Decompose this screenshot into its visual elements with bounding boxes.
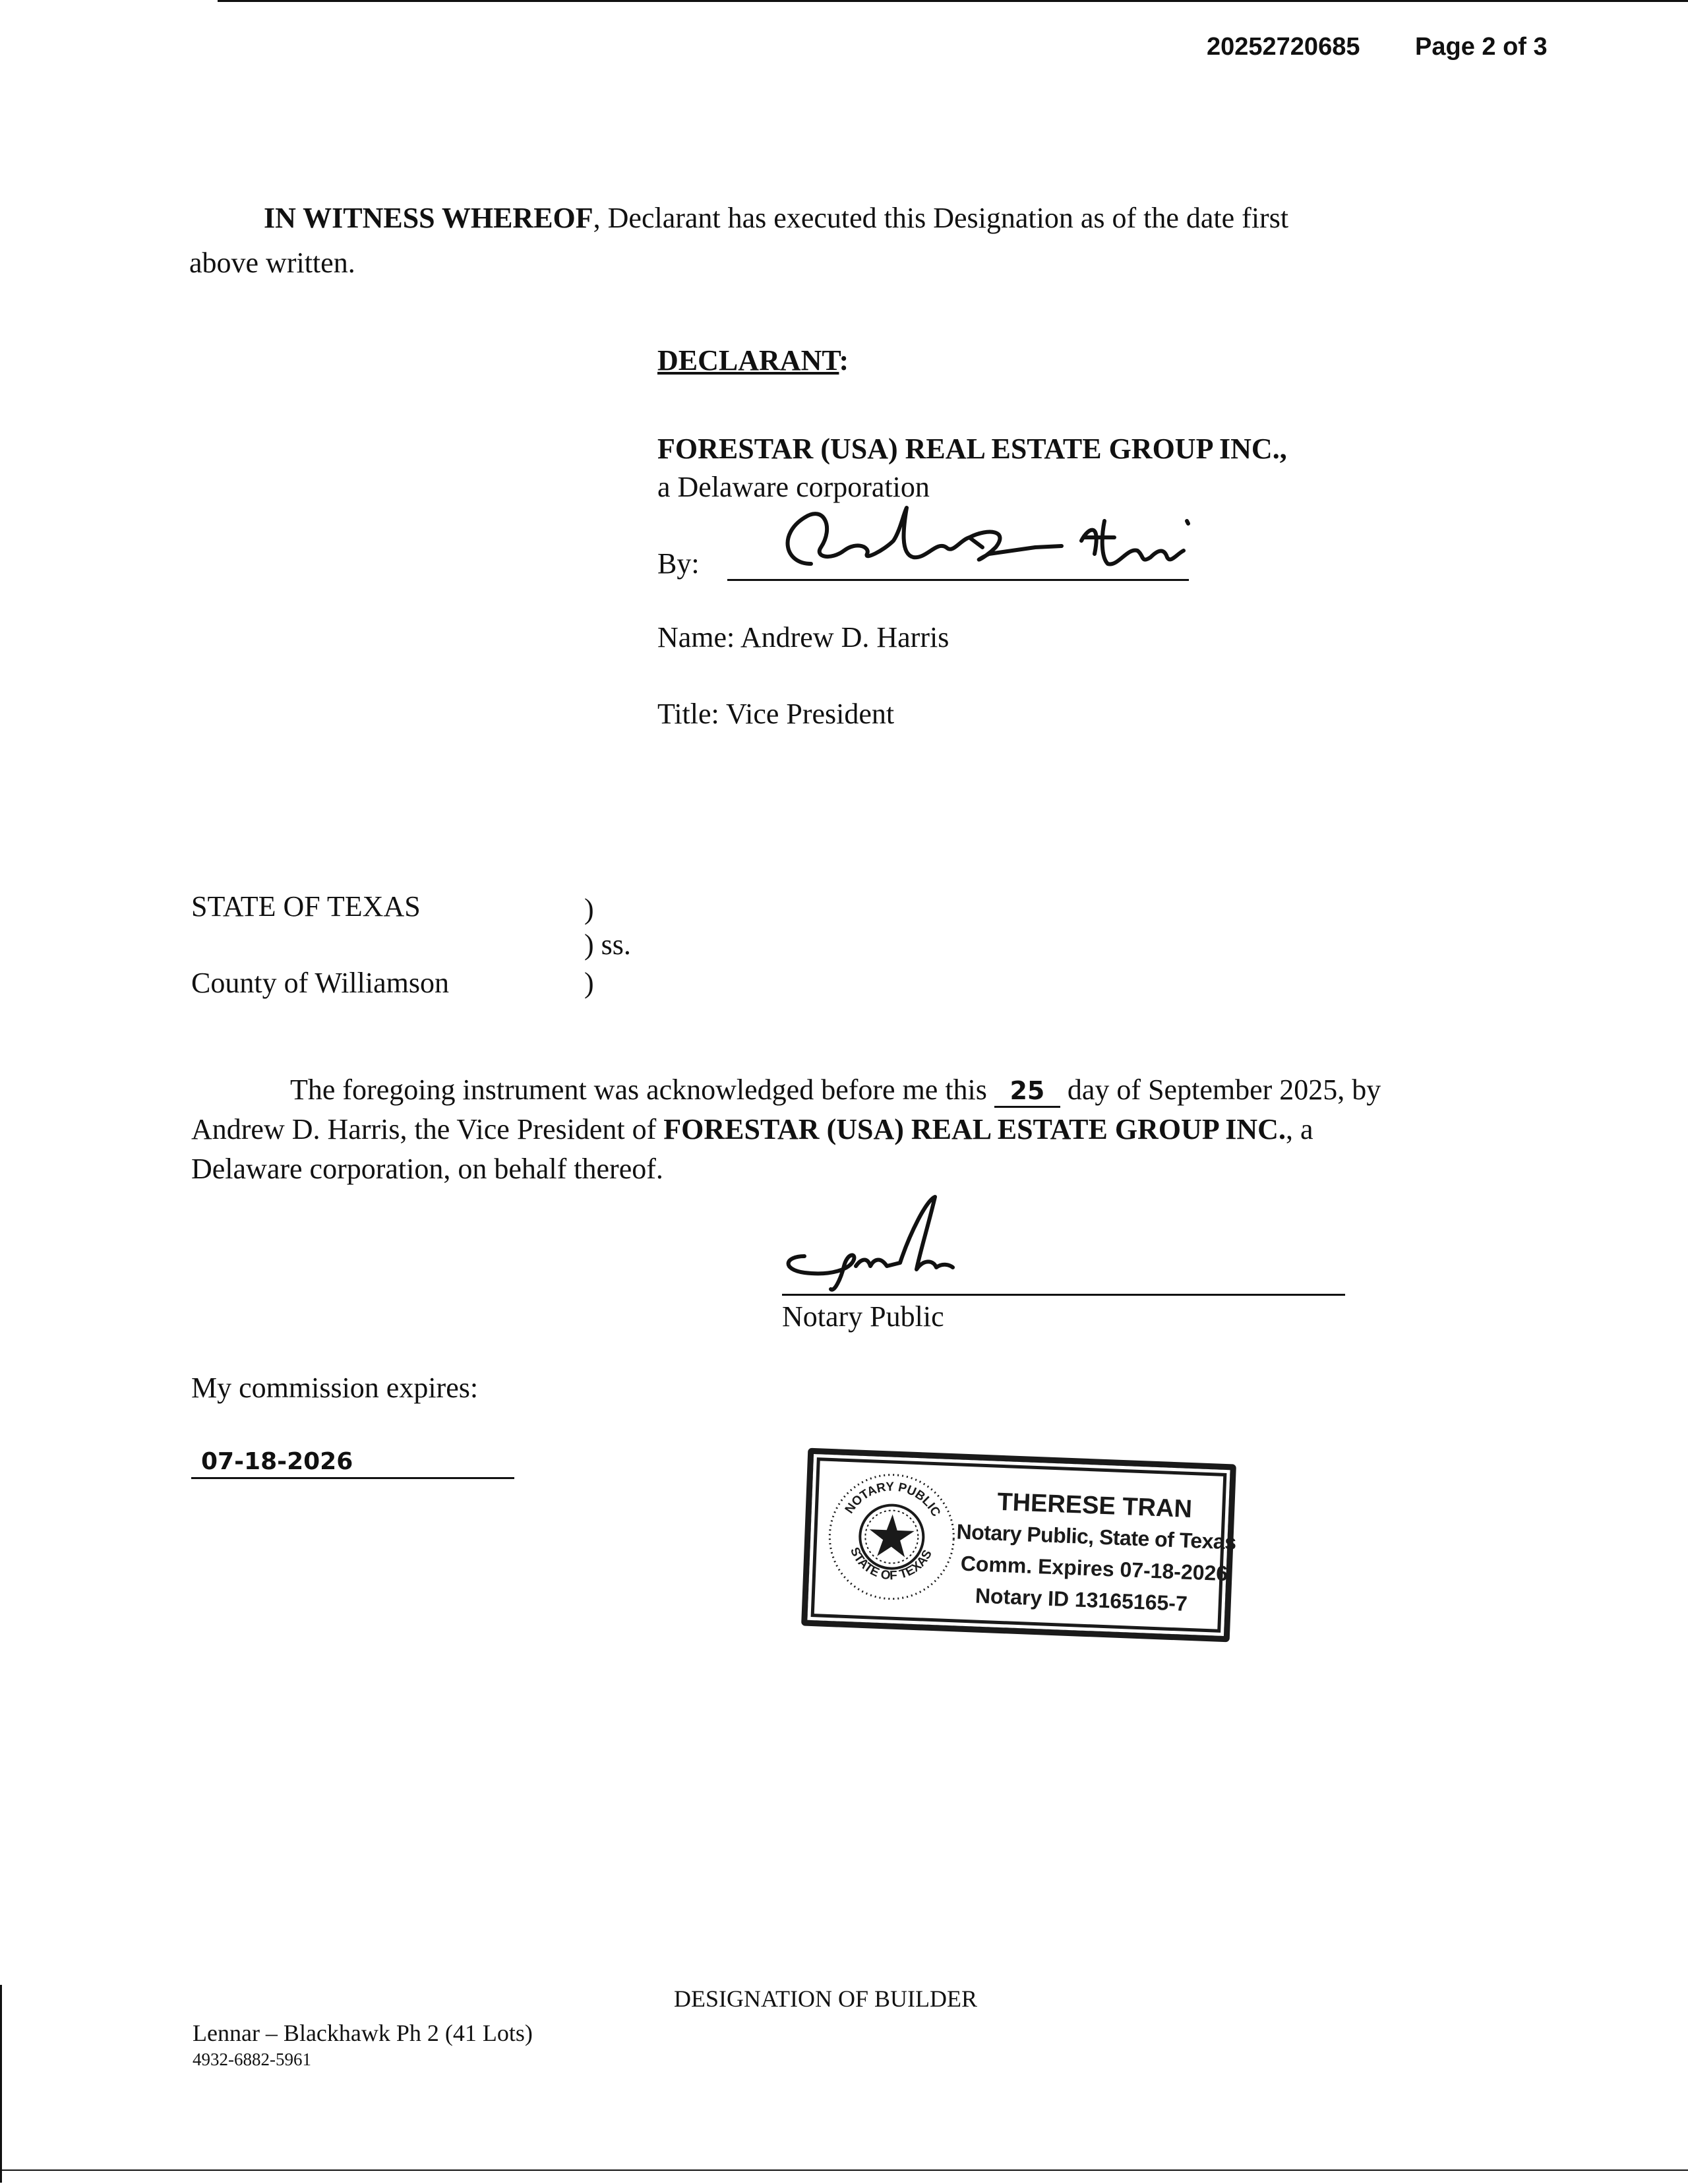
witness-line-2: above written. — [189, 247, 355, 279]
stamp-line-2: Comm. Expires 07-18-2026 — [960, 1551, 1228, 1586]
ack-line2-company: FORESTAR (USA) REAL ESTATE GROUP INC. — [663, 1113, 1286, 1145]
page-indicator: Page 2 of 3 — [1415, 33, 1548, 61]
document-number: 20252720685 — [1207, 33, 1360, 61]
stamp-name: THERESE TRAN — [996, 1488, 1193, 1524]
declarant-title: Title: Vice President — [657, 698, 895, 730]
declarant-company-suffix: , — [1279, 433, 1287, 465]
stamp-line-1: Notary Public, State of Texas — [956, 1519, 1237, 1554]
acknowledgment-line-1 — [290, 1074, 1381, 1108]
venue-paren-bottom: ) — [584, 967, 594, 999]
notary-signature-line — [782, 1294, 1345, 1296]
venue-ss: ) ss. — [584, 928, 631, 961]
star-icon — [868, 1513, 915, 1558]
footer-title: DESIGNATION OF BUILDER — [674, 1986, 977, 2012]
ack-line2-start: Andrew D. Harris, the Vice President of — [191, 1113, 657, 1145]
declarant-heading — [657, 344, 849, 378]
commission-date: 07-18-2026 — [201, 1448, 353, 1475]
witness-text-1: , Declarant has executed this Designation as of the date first — [593, 202, 1289, 234]
venue-state: STATE OF TEXAS — [191, 890, 421, 923]
svg-text:STATE OF TEXAS: STATE OF TEXAS — [847, 1545, 935, 1583]
declarant-signature — [771, 501, 1193, 587]
svg-text:NOTARY PUBLIC: NOTARY PUBLIC — [842, 1480, 944, 1519]
by-label: By: — [657, 547, 700, 580]
commission-date-line — [191, 1477, 514, 1479]
venue-county: County of Williamson — [191, 967, 449, 999]
notary-signature — [778, 1194, 976, 1299]
declarant-company — [657, 433, 1287, 466]
bottom-scan-edge — [0, 2169, 1688, 2171]
declarant-heading-colon: : — [839, 344, 849, 377]
ack-line1-start: The foregoing instrument was acknowledged before me this — [290, 1074, 987, 1106]
ack-line2-end: , a — [1285, 1113, 1313, 1145]
footer-project: Lennar – Blackhawk Ph 2 (41 Lots) — [193, 2020, 533, 2046]
notary-stamp — [801, 1448, 1236, 1643]
ack-day-value: 25 — [1010, 1076, 1045, 1105]
venue-paren-top: ) — [584, 893, 594, 925]
ack-day — [994, 1077, 1060, 1108]
declarant-name: Name: Andrew D. Harris — [657, 621, 950, 653]
declarant-company-type: a Delaware corporation — [657, 471, 930, 503]
stamp-line-3: Notary ID 13165165-7 — [975, 1583, 1188, 1616]
top-scan-edge — [218, 0, 1688, 2]
commission-label: My commission expires: — [191, 1372, 479, 1404]
notary-seal — [824, 1469, 961, 1606]
declarant-company-name: FORESTAR (USA) REAL ESTATE GROUP INC. — [657, 433, 1280, 465]
ack-line1-end: day of September 2025, by — [1067, 1074, 1381, 1106]
witness-lead: IN WITNESS WHEREOF — [264, 202, 593, 234]
acknowledgment-line-3: Delaware corporation, on behalf thereof. — [191, 1153, 663, 1185]
acknowledgment-line-2 — [191, 1113, 1313, 1147]
notary-label: Notary Public — [782, 1300, 944, 1333]
footer-doc-id: 4932-6882-5961 — [193, 2049, 311, 2069]
witness-line-1 — [264, 202, 1288, 235]
left-scan-edge — [0, 1985, 2, 2183]
declarant-heading-text: DECLARANT — [657, 344, 839, 377]
